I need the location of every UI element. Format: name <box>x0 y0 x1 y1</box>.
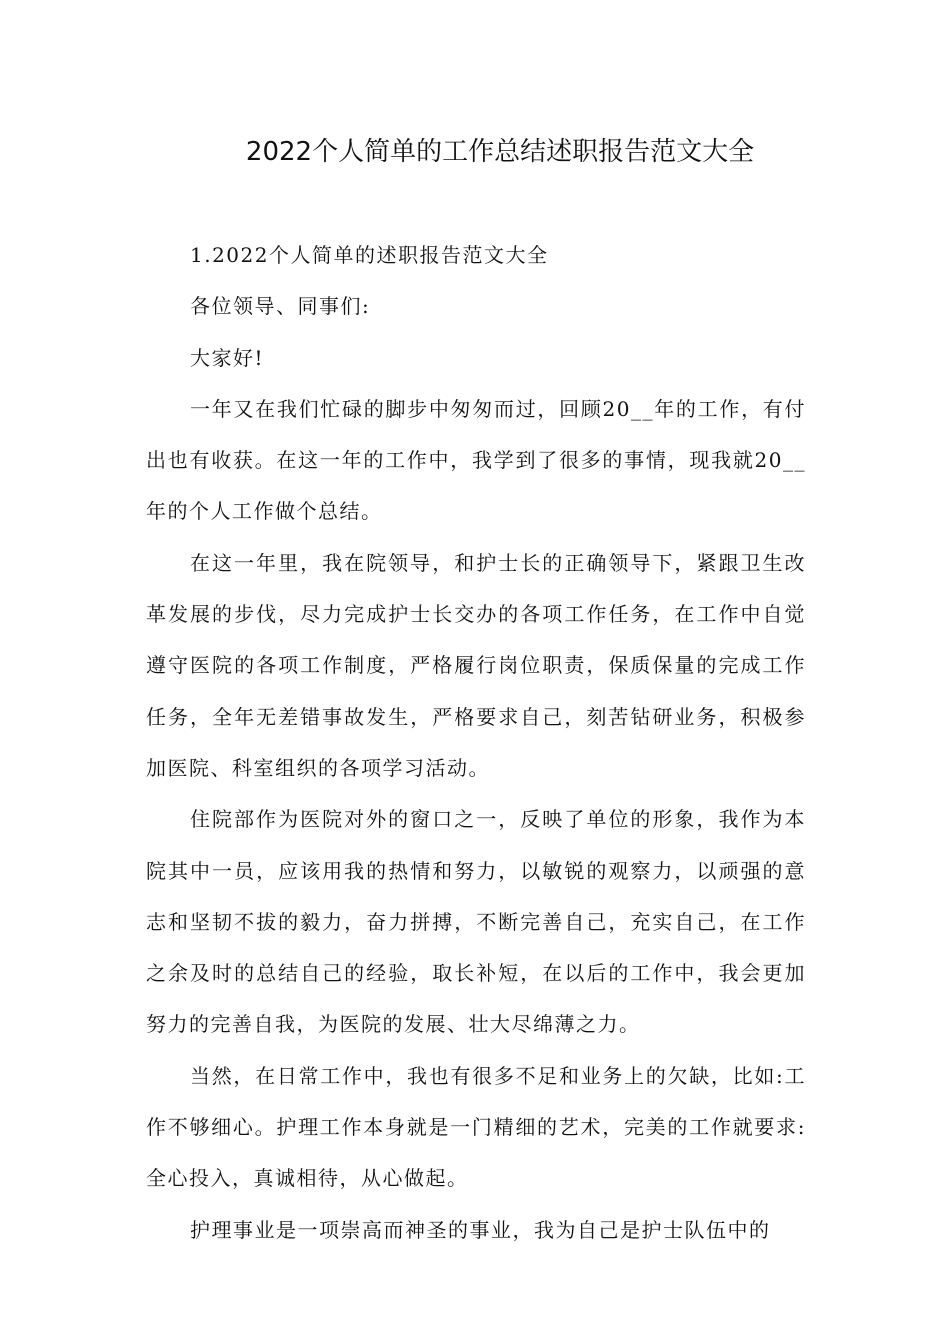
paragraph-shortcomings: 当然，在日常工作中，我也有很多不足和业务上的欠缺，比如:工作不够细心。护理工作本身就是一门精细的艺术，完美的工作就要求:全心投入，真诚相待，从心做起。 <box>146 1063 806 1191</box>
paragraph-work-review: 在这一年里，我在院领导，和护士长的正确领导下，紧跟卫生改革发展的步伐，尽力完成护士长交办的各项工作任务，在工作中自觉遵守医院的各项工作制度，严格履行岗位职责，保质保量的完成工作任务，全年无差错事故发生，严格要求自己，刻苦钻研业务，积极参加医院、科室组织的各项学习活动。 <box>146 550 806 780</box>
paragraph-greeting: 大家好! <box>190 345 265 370</box>
paragraph-intro: 一年又在我们忙碌的脚步中匆匆而过，回顾20__年的工作，有付出也有收获。在这一年的工作中，我学到了很多的事情，现我就20__年的个人工作做个总结。 <box>146 396 806 524</box>
paragraph-nursing-career: 护理事业是一项崇高而神圣的事业，我为自己是护士队伍中的 <box>190 1217 771 1242</box>
document-title: 2022个人简单的工作总结述职报告范文大全 <box>245 137 755 167</box>
paragraph-inpatient-dept: 住院部作为医院对外的窗口之一，反映了单位的形象，我作为本院其中一员，应该用我的热情和努力，以敏锐的观察力，以顽强的意志和坚韧不拔的毅力，奋力拼搏，不断完善自己，充实自己，在工作之余及时的总结自己的经验，取长补短，在以后的工作中，我会更加努力的完善自我，为医院的发展、壮大尽绵薄之力。 <box>146 807 806 1037</box>
paragraph-section-heading: 1.2022个人简单的述职报告范文大全 <box>190 243 549 267</box>
paragraph-salutation: 各位领导、同事们: <box>190 294 371 319</box>
document-body <box>146 230 806 1256</box>
